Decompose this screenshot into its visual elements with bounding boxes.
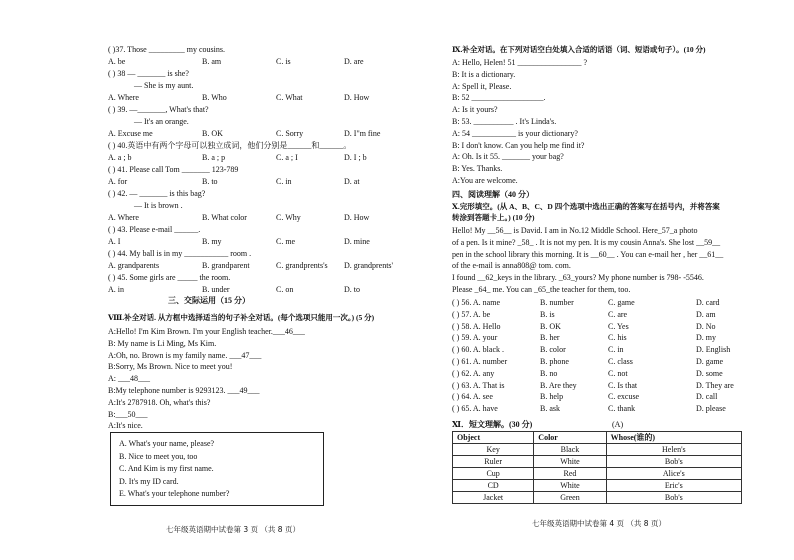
dialogue-line: B:Sorry, Ms Brown. Nice to meet you! [108, 362, 233, 372]
cloze-question: ( ) 60. A. black . [452, 345, 504, 355]
table-header-row [453, 432, 742, 444]
options-box [110, 432, 324, 506]
dialogue-line: A:You are welcome. [452, 176, 518, 185]
question-stem: ( ) 41. Please call Tom _______ 123-789 [108, 165, 239, 174]
table-cell: Bob's [606, 456, 741, 468]
dialogue-line: A:Oh, no. Brown is my family name. ___47___ [108, 350, 262, 360]
passage-line: of the e-mail is anna808@ tom. com. [452, 261, 571, 271]
table-cell: White [534, 480, 606, 492]
table-row [453, 468, 742, 480]
box-option-1: B. Nice to meet you, too [119, 451, 198, 461]
option-3: D. grandprents' [344, 261, 393, 270]
option-0: A. be [108, 57, 126, 66]
cloze-option-2: D. am [696, 309, 716, 319]
table-row [453, 480, 742, 492]
dialogue-line: B: My name is Li Ming, Ms Kim. [108, 338, 217, 348]
cloze-option-0: B. is [540, 309, 555, 319]
section-11-title: Ⅺ．短文理解。(30 分) [452, 420, 533, 429]
table-cell: Green [534, 492, 606, 504]
dialogue-line: A:It's nice. [108, 421, 143, 431]
cloze-option-0: B. OK [540, 321, 561, 331]
option-0: A. Where [108, 93, 139, 102]
section-10-title: Ⅹ.完形填空。(从 A、B、C、D 四个选项中选出正确的答案写在括号内，并将答案 [452, 202, 720, 211]
table-cell: Ruler [453, 456, 534, 468]
option-0: A. Where [108, 213, 139, 222]
table-header-cell: Object [453, 432, 534, 444]
objects-table [452, 431, 742, 504]
cloze-option-1: C. excuse [608, 392, 640, 402]
option-2: C. What [276, 93, 303, 102]
cloze-option-2: D. card [696, 298, 720, 307]
table-cell: Red [534, 468, 606, 480]
box-option-4: E. What's your telephone number? [119, 489, 230, 498]
dialogue-line: B: 52 __________________. [452, 93, 546, 103]
cloze-option-1: C. Is that [608, 380, 638, 390]
question-stem: ( ) 45. Some girls are _____ the room. [108, 273, 231, 282]
option-2: C. on [276, 285, 294, 294]
option-2: C. grandprents's [276, 261, 328, 270]
cloze-question: ( ) 56. A. name [452, 298, 500, 307]
cloze-option-2: D. No [696, 321, 716, 331]
table-cell: Black [534, 444, 606, 456]
question-stem: ( ) 42. — _______ is this bag? [108, 189, 206, 198]
cloze-question: ( ) 61. A. number [452, 357, 508, 366]
section-3-title: 三、交际运用（15 分） [168, 296, 250, 305]
option-1: B. under [202, 285, 230, 294]
cloze-option-0: B. help [540, 392, 564, 402]
cloze-option-0: B. color [540, 345, 566, 355]
table-cell: Bob's [606, 492, 741, 504]
cloze-option-0: B. number [540, 298, 574, 307]
option-2: C. Why [276, 213, 301, 222]
option-1: B. grandparent [202, 261, 250, 270]
dialogue-line: B: 53. __________ . It's Linda's. [452, 117, 557, 126]
option-2: C. a ; I [276, 153, 298, 162]
cloze-option-1: C. not [608, 368, 628, 378]
cloze-option-1: C. class [608, 357, 633, 366]
option-1: B. a ; p [202, 153, 226, 162]
cloze-question: ( ) 64. A. see [452, 392, 493, 402]
cloze-question: ( ) 58. A. Hello [452, 321, 501, 331]
cloze-option-1: C. his [608, 333, 627, 343]
passage-line: Please _64_ me. You can _65_the teacher for them, too. [452, 285, 631, 294]
option-0: A. grandparents [108, 261, 160, 270]
option-1: B. Who [202, 93, 227, 102]
dialogue-line: B: It is a dictionary. [452, 69, 516, 79]
section-11-part: (A) [612, 420, 624, 429]
question-reply: — It is brown . [134, 201, 183, 210]
option-3: D. at [344, 177, 360, 186]
option-0: A. I [108, 237, 121, 246]
question-stem: ( ) 40.英语中有两个字母可以独立成词，他们分别是______和______。 [108, 141, 352, 150]
option-0: A. in [108, 285, 124, 294]
table-header-cell: Whose(谁的) [606, 432, 741, 444]
cloze-option-0: B. phone [540, 357, 569, 366]
cloze-option-2: D. English [696, 345, 731, 355]
option-1: B. am [202, 57, 222, 66]
option-2: C. in [276, 177, 292, 186]
table-header-cell: Color [534, 432, 606, 444]
dialogue-line: A: 54 ___________ is your dictionary? [452, 128, 578, 138]
page-left [108, 0, 408, 560]
cloze-question: ( ) 59. A. your [452, 333, 498, 343]
option-1: B. OK [202, 129, 223, 138]
passage-line: pen in the school library this morning. It is __60__ . You can e-mail her , her __61__ [452, 249, 724, 259]
cloze-option-2: D. please [696, 404, 726, 414]
section-9-title: Ⅸ.补全对话。在下列对话空白处填入合适的话语（词、短语或句子）。(10 分) [452, 45, 706, 54]
table-cell: CD [453, 480, 534, 492]
cloze-option-0: B. no [540, 368, 558, 378]
option-2: C. me [276, 237, 296, 246]
cloze-option-1: C. Yes [608, 321, 629, 331]
question-reply: — She is my aunt. [134, 81, 194, 90]
table-row [453, 492, 742, 504]
table-cell: Key [453, 444, 534, 456]
box-option-3: D. It's my ID card. [119, 476, 179, 486]
option-0: A. for [108, 177, 128, 186]
table-cell: Helen's [606, 444, 741, 456]
option-2: C. is [276, 57, 291, 66]
table-cell: Jacket [453, 492, 534, 504]
cloze-question: ( ) 65. A. have [452, 404, 498, 414]
option-3: D. mine [344, 237, 370, 246]
page-footer-right: 七年级英语期中试卷第 4 页 （共 8 页） [532, 519, 666, 528]
option-1: B. to [202, 177, 218, 186]
box-option-2: C. And Kim is my first name. [119, 464, 214, 473]
table-cell: Eric's [606, 480, 741, 492]
table-row [453, 456, 742, 468]
table-cell: Cup [453, 468, 534, 480]
page-footer-left: 七年级英语期中试卷第 3 页 （共 8 页） [166, 525, 300, 534]
question-reply: — It's an orange. [134, 117, 189, 126]
passage-line: Hello! My __56__ is David. I am in No.12 Middle School. Here_57_a photo [452, 226, 698, 235]
option-3: D. I ; b [344, 153, 367, 162]
question-stem: ( ) 44. My ball is in my ___________ room . [108, 249, 252, 258]
cloze-option-2: D. some [696, 368, 723, 378]
dialogue-line: A: Oh. Is it 55. _______ your bag? [452, 152, 564, 162]
option-3: D. I"m fine [344, 129, 381, 138]
box-option-0: A. What's your name, please? [119, 439, 215, 448]
dialogue-line: A: Is it yours? [452, 105, 498, 115]
cloze-option-0: B. ask [540, 404, 560, 414]
table-row [453, 444, 742, 456]
cloze-option-0: B. her [540, 333, 560, 343]
table-cell: Alice's [606, 468, 741, 480]
option-3: D. are [344, 57, 364, 66]
dialogue-line: A:Hello! I'm Kim Brown. I'm your English teacher.___46___ [108, 327, 305, 336]
cloze-question: ( ) 62. A. any [452, 368, 495, 378]
passage-line: of a pen. Is it mine? _58_ . It is not my pen. It is my cousin Anna's. She lost __59__ [452, 237, 721, 247]
dialogue-line: A:It's 2787918. Oh, what's this? [108, 397, 211, 407]
cloze-option-1: C. game [608, 298, 635, 307]
section-10-title-cont: 转涂到答题卡上。) (10 分) [452, 213, 535, 222]
passage-line: I found __62_keys in the library. _63_yours? My phone number is 798- -5546. [452, 273, 704, 283]
cloze-option-2: D. call [696, 392, 718, 402]
question-stem: ( ) 39. —_______, What's that? [108, 105, 209, 114]
section-8-title: Ⅷ.补全对话. 从方框中选择适当的句子补全对话。(每个选项只能用一次。) (5 分) [108, 313, 375, 322]
cloze-option-1: C. thank [608, 404, 636, 414]
option-0: A. Excuse me [108, 129, 153, 138]
cloze-option-2: D. They are [696, 380, 734, 390]
dialogue-line: B: I don't know. Can you help me find it? [452, 140, 585, 150]
option-2: C. Sorry [276, 129, 304, 138]
option-3: D. to [344, 285, 360, 294]
option-3: D. How [344, 93, 370, 102]
option-1: B. my [202, 237, 222, 246]
section-4-title: 四、阅读理解（40 分） [452, 190, 534, 199]
option-1: B. What color [202, 213, 247, 222]
question-stem: ( )37. Those _________ my cousins. [108, 45, 225, 54]
cloze-option-0: B. Are they [540, 380, 577, 390]
dialogue-line: A: ___48___ [108, 374, 150, 384]
question-stem: ( ) 43. Please e-mail ______. [108, 225, 201, 234]
dialogue-line: B:My telephone number is 9293123. ___49___ [108, 386, 260, 395]
cloze-option-2: D. game [696, 357, 724, 366]
cloze-option-1: C. are [608, 309, 628, 319]
question-stem: ( ) 38 — _______ is she? [108, 69, 189, 78]
dialogue-line: A: Spell it, Please. [452, 81, 512, 91]
dialogue-line: A: Hello, Helen! 51 ________________ ? [452, 58, 588, 67]
cloze-option-1: C. in [608, 345, 624, 355]
table-cell: White [534, 456, 606, 468]
option-0: A. a ; b [108, 153, 132, 162]
option-3: D. How [344, 213, 370, 222]
dialogue-line: B:___50___ [108, 409, 148, 419]
page-right [452, 0, 786, 560]
dialogue-line: B: Yes. Thanks. [452, 164, 503, 174]
cloze-option-2: D. my [696, 333, 716, 343]
cloze-question: ( ) 57. A. be [452, 309, 491, 319]
cloze-question: ( ) 63. A. That is [452, 380, 505, 390]
